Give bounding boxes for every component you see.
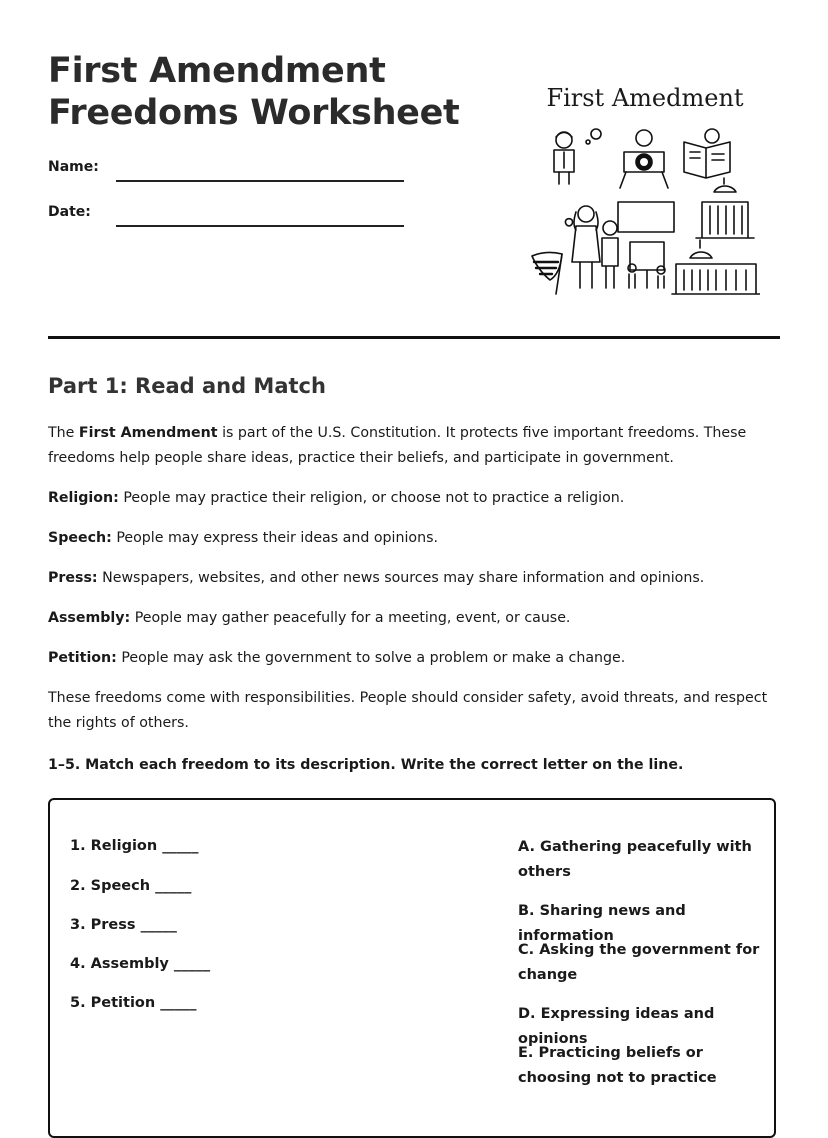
match-item-press[interactable]: 3. Press _____ <box>70 917 177 933</box>
intro-paragraph: The First Amendment is part of the U.S. Constitution. It protects five important freedoms. These freedoms help people share ideas, practice their beliefs, and participate in government. <box>48 425 747 466</box>
newspaper-reader-icon <box>684 129 730 178</box>
title-line-2: Freedoms Worksheet <box>48 93 460 133</box>
worksheet-title <box>48 50 460 134</box>
date-line[interactable] <box>116 225 404 227</box>
name-line[interactable] <box>116 180 404 182</box>
match-option-a: A. Gathering peacefully with others <box>518 839 752 880</box>
government-building-icon <box>672 240 760 294</box>
match-item-petition[interactable]: 5. Petition _____ <box>70 995 197 1011</box>
freedom-press: Press: Newspapers, websites, and other news sources may share information and opinions. <box>48 570 705 586</box>
match-item-speech[interactable]: 2. Speech _____ <box>70 878 192 894</box>
match-item-religion[interactable]: 1. Religion _____ <box>70 838 199 854</box>
title-line-1: First Amendment <box>48 51 386 91</box>
flag-icon <box>532 252 562 294</box>
matching-instruction: 1–5. Match each freedom to its description. Write the correct letter on the line. <box>48 757 684 773</box>
camera-icon <box>620 130 668 188</box>
family-with-sign-icon <box>565 206 665 288</box>
match-option-d: D. Expressing ideas and opinions <box>518 1006 715 1047</box>
freedom-speech: Speech: People may express their ideas and opinions. <box>48 530 438 546</box>
header-divider <box>48 336 780 339</box>
match-option-e: E. Practicing beliefs or choosing not to practice <box>518 1045 717 1086</box>
capitol-building-icon <box>696 178 754 238</box>
part1-heading: Part 1: Read and Match <box>48 374 326 398</box>
freedom-petition: Petition: People may ask the government to solve a problem or make a change. <box>48 650 626 666</box>
date-label: Date: <box>48 204 91 220</box>
match-option-b: B. Sharing news and information <box>518 903 686 944</box>
speaking-person-icon <box>554 129 601 184</box>
freedom-religion: Religion: People may practice their religion, or choose not to practice a religion. <box>48 490 625 506</box>
matching-box <box>48 798 776 1138</box>
name-label: Name: <box>48 159 99 175</box>
freedom-assembly: Assembly: People may gather peacefully for a meeting, event, or cause. <box>48 610 571 626</box>
illustration-caption: First Amedment <box>546 84 744 112</box>
match-option-c: C. Asking the government for change <box>518 942 760 983</box>
match-item-assembly[interactable]: 4. Assembly _____ <box>70 956 211 972</box>
responsibilities-paragraph: These freedoms come with responsibilities. People should consider safety, avoid threats, and respect the rights of others. <box>48 690 768 731</box>
first-amendment-illustration <box>526 124 760 300</box>
